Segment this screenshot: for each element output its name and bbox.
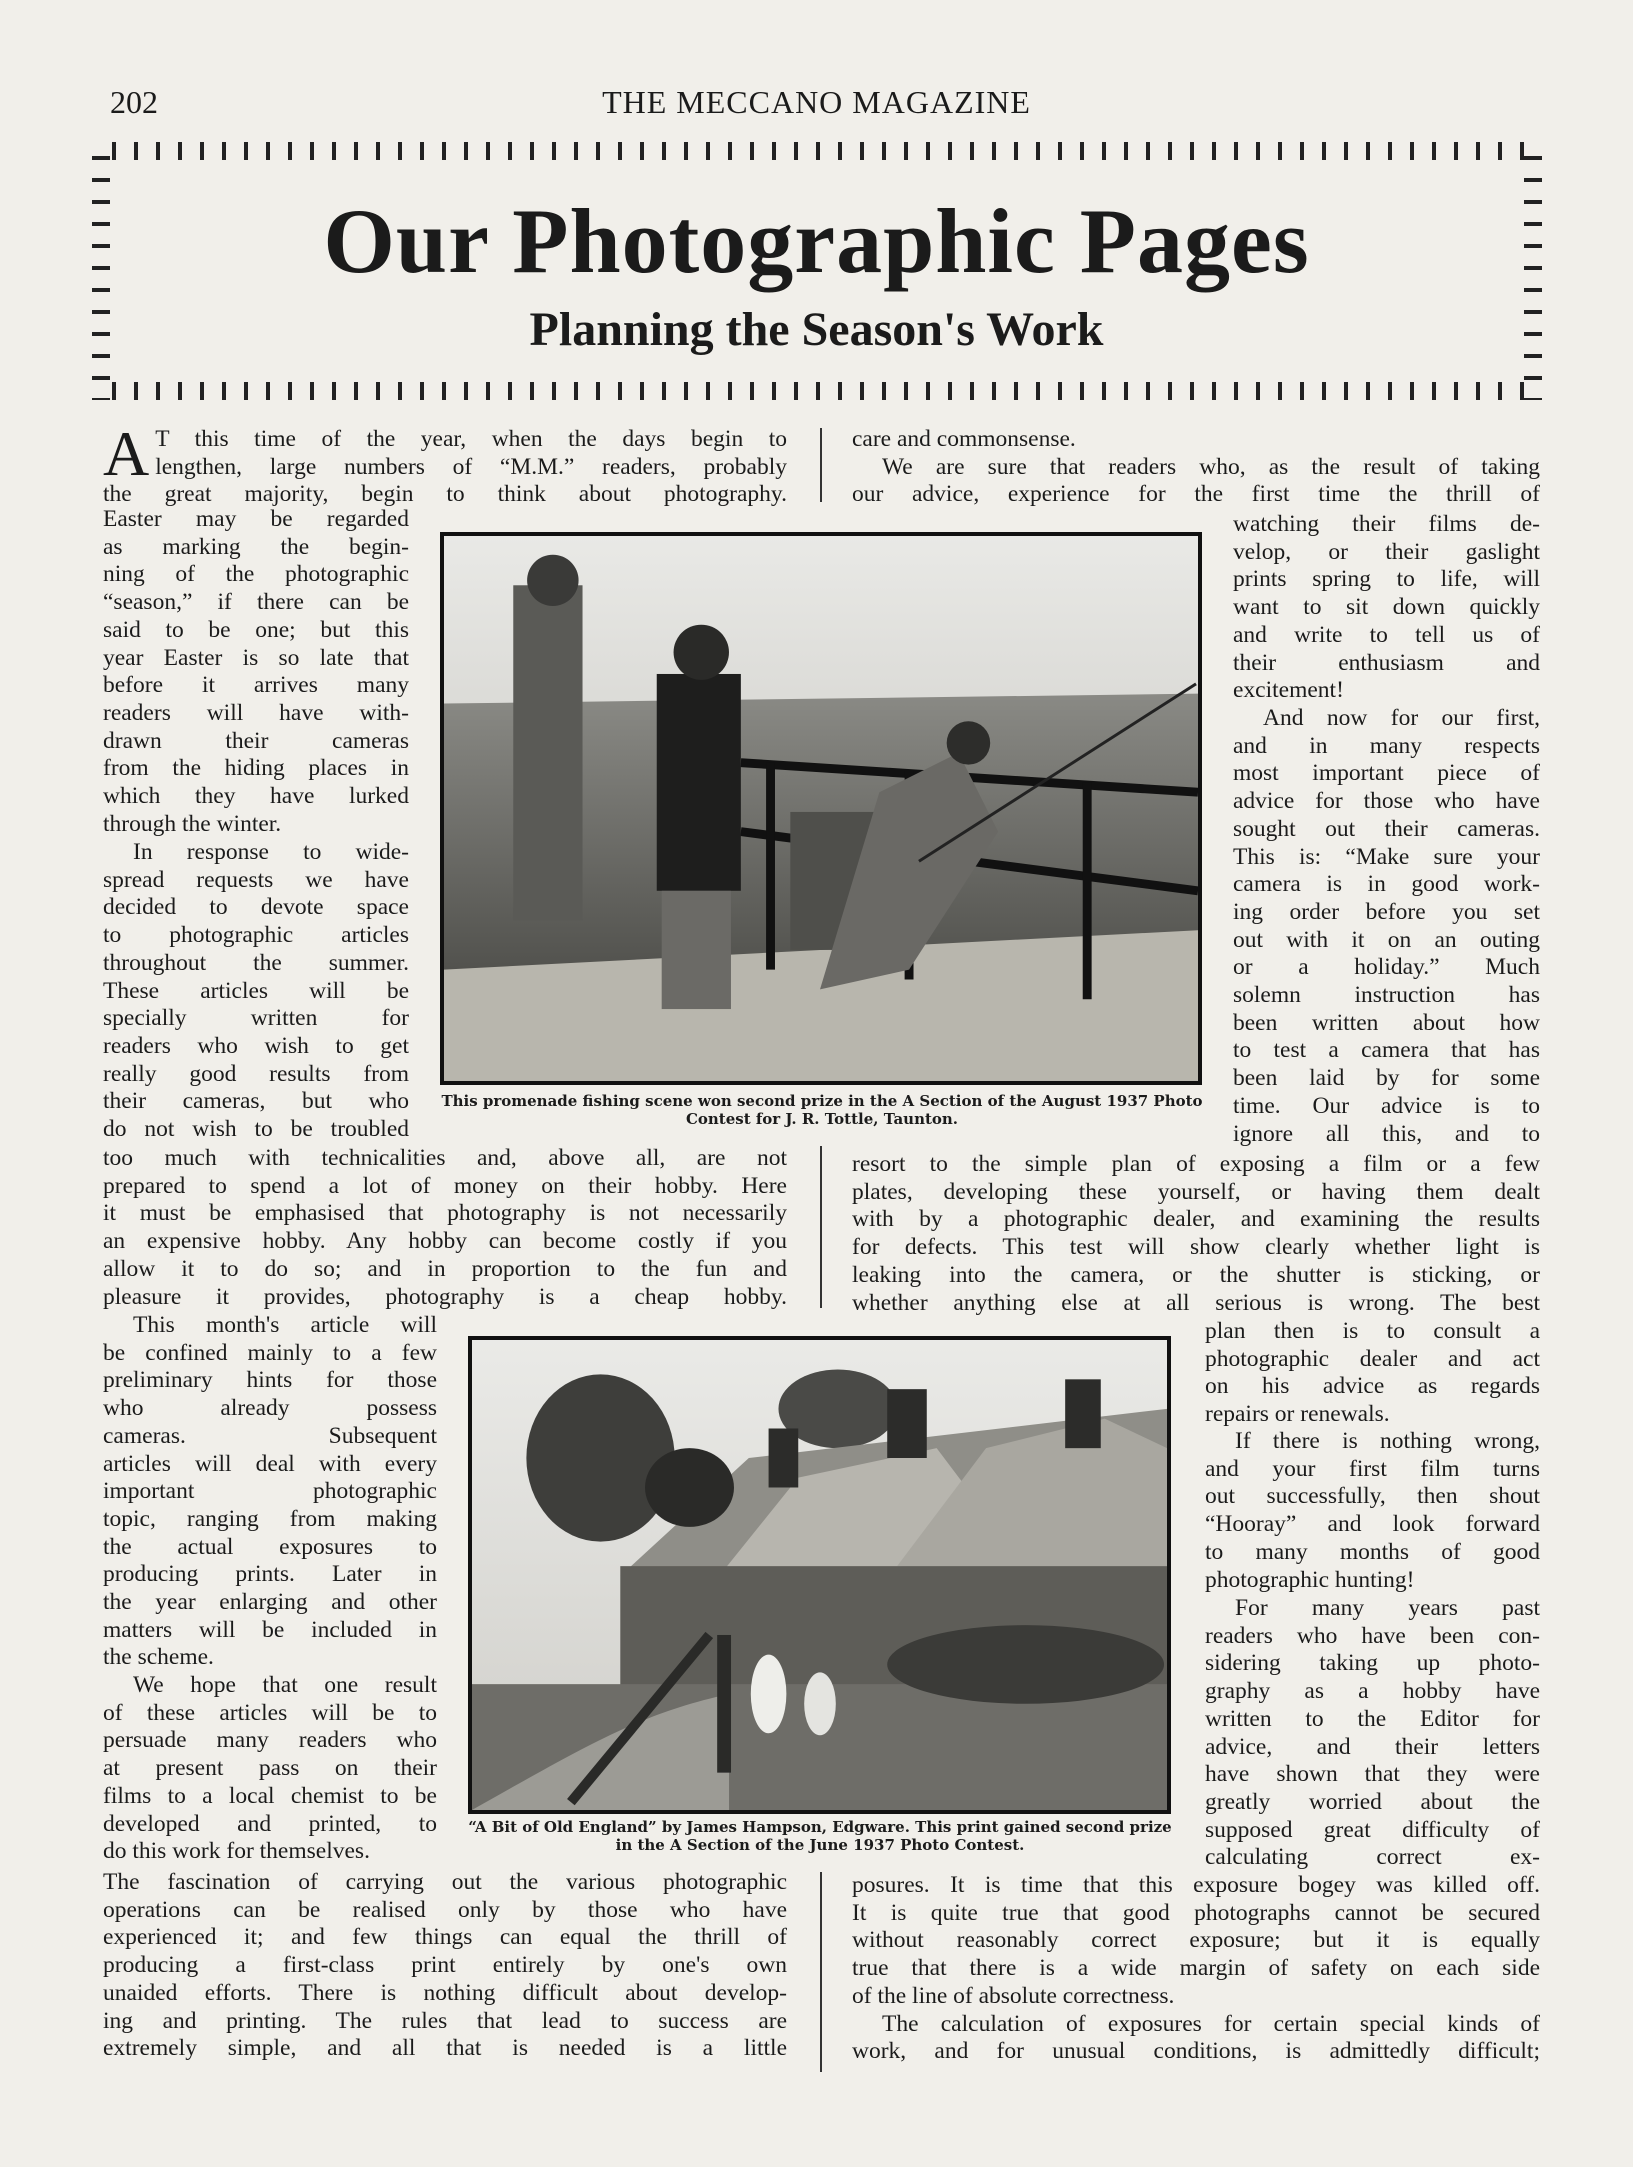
text-line: cameras. Subsequent bbox=[103, 1422, 437, 1449]
col1-opening-lines bbox=[103, 418, 787, 509]
text-line: as marking the begin- bbox=[103, 533, 409, 560]
text-line: without reasonably correct exposure; but it is equally bbox=[852, 1927, 1540, 1954]
fishing-photo-caption bbox=[422, 1092, 1222, 1128]
text-line: on his advice as regards bbox=[1205, 1373, 1540, 1400]
text-line: persuade many readers who bbox=[103, 1727, 437, 1754]
text-line: pleasure it provides, photography is a cheap hobby. bbox=[103, 1283, 787, 1310]
text-line: producing prints. Later in bbox=[103, 1561, 437, 1588]
text-line: We are sure that readers who, as the result of taking bbox=[882, 453, 1540, 480]
text-line: who already possess bbox=[103, 1395, 437, 1422]
text-line: If there is nothing wrong, bbox=[1235, 1428, 1540, 1454]
drop-cap: A bbox=[103, 418, 150, 489]
text-line: prepared to spend a lot of money on their hobby. Here bbox=[103, 1172, 787, 1199]
col2-wide-b bbox=[852, 1872, 1540, 2066]
text-line: care and commonsense. bbox=[852, 426, 1076, 452]
text-line: it must be emphasised that photography is not necessarily bbox=[103, 1200, 787, 1227]
fishing-scene-photo bbox=[440, 532, 1202, 1085]
text-line: ing order before you set bbox=[1233, 898, 1540, 925]
text-line: of these articles will be to bbox=[103, 1699, 437, 1726]
cottage-photo bbox=[468, 1336, 1171, 1814]
col2-narrow-d bbox=[1205, 1428, 1540, 1594]
text-line: resort to the simple plan of exposing a film or a few bbox=[852, 1151, 1540, 1177]
col2-narrow-a bbox=[1233, 511, 1540, 705]
text-line: topic, ranging from making bbox=[103, 1505, 437, 1532]
text-line: These articles will be bbox=[103, 977, 409, 1004]
text-line: T this time of the year, when the days begin to bbox=[155, 426, 787, 452]
column-rule-middle bbox=[820, 1146, 822, 1308]
text-line: And now for our first, bbox=[1263, 705, 1540, 731]
text-line: of the line of absolute correctness. bbox=[852, 1982, 1175, 2009]
text-line: to photographic articles bbox=[103, 922, 409, 949]
col1-narrow-c bbox=[103, 1312, 437, 1672]
text-line: preliminary hints for those bbox=[103, 1367, 437, 1394]
text-line: articles will deal with every bbox=[103, 1450, 437, 1477]
text-line: supposed great difficulty of bbox=[1205, 1816, 1540, 1843]
text-line: ing and printing. The rules that lead to success are bbox=[103, 2007, 787, 2034]
text-line: too much with technicalities and, above all, are not bbox=[103, 1145, 787, 1171]
text-line: matters will be included in bbox=[103, 1616, 437, 1643]
text-line: producing a first-class print entirely by one's own bbox=[103, 1952, 787, 1979]
text-line: “season,” if there can be bbox=[103, 589, 409, 616]
text-line: For many years past bbox=[1235, 1595, 1540, 1621]
text-line: readers who have been con- bbox=[1205, 1622, 1540, 1649]
text-line: plates, developing these yourself, or having them dealt bbox=[852, 1178, 1540, 1205]
text-line: ignore all this, and to bbox=[1233, 1120, 1540, 1147]
text-line: their cameras, but who bbox=[103, 1088, 409, 1115]
text-line: calculating correct ex- bbox=[1205, 1844, 1540, 1871]
text-line: velop, or their gaslight bbox=[1233, 538, 1540, 565]
text-line: at present pass on their bbox=[103, 1755, 437, 1782]
text-line: drawn their cameras bbox=[103, 727, 409, 754]
magazine-title: THE MECCANO MAGAZINE bbox=[602, 84, 1031, 120]
text-line: In response to wide- bbox=[133, 839, 409, 865]
text-line: the scheme. bbox=[103, 1644, 214, 1671]
text-line: written to the Editor for bbox=[1205, 1705, 1540, 1732]
text-line: the actual exposures to bbox=[103, 1533, 437, 1560]
column-rule-top bbox=[820, 428, 822, 502]
text-line: been laid by for some bbox=[1233, 1065, 1540, 1092]
text-line: and in many respects bbox=[1233, 732, 1540, 759]
text-line: with by a photographic dealer, and examining the results bbox=[852, 1206, 1540, 1233]
col1-narrow-a bbox=[103, 506, 409, 838]
text-line: films to a local chemist to be bbox=[103, 1782, 437, 1809]
text-line: decided to devote space bbox=[103, 894, 409, 921]
text-line: the year enlarging and other bbox=[103, 1589, 437, 1616]
text-line: said to be one; but this bbox=[103, 616, 409, 643]
text-line: Easter may be regarded bbox=[103, 506, 409, 532]
text-line: plan then is to consult a bbox=[1205, 1318, 1540, 1344]
col1-opening bbox=[103, 418, 787, 509]
col1-narrow-d bbox=[103, 1672, 437, 1866]
text-line: unaided efforts. There is nothing difficult about develop- bbox=[103, 1979, 787, 2006]
col2-top bbox=[852, 426, 1540, 509]
text-line: This is: “Make sure your bbox=[1233, 843, 1540, 870]
text-line: sought out their cameras. bbox=[1233, 815, 1540, 842]
cottage-caption-line2: in the A Section of the June 1937 Photo Contest. bbox=[615, 1836, 1025, 1854]
column-rule-bottom bbox=[820, 1872, 822, 2072]
text-line: prints spring to life, will bbox=[1233, 566, 1540, 593]
text-line: posures. It is time that this exposure bogey was killed off. bbox=[852, 1872, 1540, 1898]
text-line: or a holiday.” Much bbox=[1233, 954, 1540, 981]
cottage-caption-line1: “A Bit of Old England” by James Hampson, Edgware. This print gained second prize bbox=[468, 1818, 1172, 1836]
text-line: their enthusiasm and bbox=[1233, 649, 1540, 676]
text-line: throughout the summer. bbox=[103, 949, 409, 976]
text-line: an expensive hobby. Any hobby can become costly if you bbox=[103, 1228, 787, 1255]
text-line: from the hiding places in bbox=[103, 755, 409, 782]
text-line: and write to tell us of bbox=[1233, 621, 1540, 648]
text-line: The fascination of carrying out the various photographic bbox=[103, 1869, 787, 1895]
text-line: extremely simple, and all that is needed is a little bbox=[103, 2035, 787, 2062]
text-line: have shown that they were bbox=[1205, 1761, 1540, 1788]
text-line: photographic hunting! bbox=[1205, 1566, 1415, 1593]
text-line: “Hooray” and look forward bbox=[1205, 1511, 1540, 1538]
fishing-caption-line1: This promenade fishing scene won second prize in the A Section of the August 1937 Photo bbox=[441, 1092, 1203, 1110]
text-line: It is quite true that good photographs cannot be secured bbox=[852, 1899, 1540, 1926]
text-line: advice, and their letters bbox=[1205, 1733, 1540, 1760]
text-line: watching their films de- bbox=[1233, 511, 1540, 537]
col2-narrow-b bbox=[1233, 705, 1540, 1148]
text-line: been written about how bbox=[1233, 1009, 1540, 1036]
text-line: important photographic bbox=[103, 1478, 437, 1505]
text-line: ning of the photographic bbox=[103, 561, 409, 588]
article-title: Our Photographic Pages bbox=[323, 190, 1310, 292]
text-line: which they have lurked bbox=[103, 783, 409, 810]
text-line: to test a camera that has bbox=[1233, 1037, 1540, 1064]
text-line: and your first film turns bbox=[1205, 1455, 1540, 1482]
col1-wide-b bbox=[103, 1869, 787, 2063]
cottage-photo-caption bbox=[445, 1818, 1195, 1854]
text-line: our advice, experience for the first time the thrill of bbox=[852, 481, 1540, 508]
col2-wide-a bbox=[852, 1151, 1540, 1317]
text-line: do this work for themselves. bbox=[103, 1838, 370, 1865]
text-line: greatly worried about the bbox=[1205, 1788, 1540, 1815]
running-header bbox=[100, 84, 1533, 124]
text-line: leaking into the camera, or the shutter is sticking, or bbox=[852, 1261, 1540, 1288]
col1-wide-a bbox=[103, 1145, 787, 1311]
text-line: year Easter is so late that bbox=[103, 644, 409, 671]
text-line: advice for those who have bbox=[1233, 788, 1540, 815]
text-line: through the winter. bbox=[103, 810, 282, 837]
fishing-caption-line2: Contest for J. R. Tottle, Taunton. bbox=[685, 1110, 959, 1128]
text-line: true that there is a wide margin of safety on each side bbox=[852, 1955, 1540, 1982]
text-line: sidering taking up photo- bbox=[1205, 1650, 1540, 1677]
text-line: before it arrives many bbox=[103, 672, 409, 699]
text-line: We hope that one result bbox=[133, 1672, 437, 1698]
text-line: excitement! bbox=[1233, 677, 1344, 704]
text-line: for defects. This test will show clearly whether light is bbox=[852, 1234, 1540, 1261]
text-line: operations can be realised only by those who have bbox=[103, 1896, 787, 1923]
text-line: do not wish to be troubled bbox=[103, 1116, 409, 1143]
text-line: really good results from bbox=[103, 1060, 409, 1087]
text-line: out successfully, then shout bbox=[1205, 1483, 1540, 1510]
text-line: photographic dealer and act bbox=[1205, 1345, 1540, 1372]
text-line: solemn instruction has bbox=[1233, 982, 1540, 1009]
text-line: experienced it; and few things can equal the thrill of bbox=[103, 1924, 787, 1951]
text-line: spread requests we have bbox=[103, 866, 409, 893]
col2-narrow-e bbox=[1205, 1595, 1540, 1872]
text-line: want to sit down quickly bbox=[1233, 594, 1540, 621]
page-number: 202 bbox=[110, 84, 158, 120]
text-line: time. Our advice is to bbox=[1233, 1092, 1540, 1119]
text-line: to many months of good bbox=[1205, 1538, 1540, 1565]
text-line: whether anything else at all serious is wrong. The best bbox=[852, 1289, 1540, 1316]
text-line: specially written for bbox=[103, 1005, 409, 1032]
col2-narrow-c bbox=[1205, 1318, 1540, 1429]
text-line: work, and for unusual conditions, is admittedly difficult; bbox=[852, 2038, 1540, 2065]
text-line: readers who wish to get bbox=[103, 1032, 409, 1059]
text-line: repairs or renewals. bbox=[1205, 1401, 1390, 1428]
text-line: readers will have with- bbox=[103, 699, 409, 726]
text-line: most important piece of bbox=[1233, 760, 1540, 787]
text-line: lengthen, large numbers of “M.M.” readers, probably bbox=[155, 453, 787, 480]
text-line: graphy as a hobby have bbox=[1205, 1678, 1540, 1705]
text-line: be confined mainly to a few bbox=[103, 1339, 437, 1366]
text-line: The calculation of exposures for certain special kinds of bbox=[882, 2010, 1540, 2037]
text-line: out with it on an outing bbox=[1233, 926, 1540, 953]
col1-narrow-b bbox=[103, 839, 409, 1144]
article-subtitle: Planning the Season's Work bbox=[529, 303, 1104, 356]
text-line: This month's article will bbox=[133, 1312, 437, 1338]
text-line: camera is in good work- bbox=[1233, 871, 1540, 898]
text-line: developed and printed, to bbox=[103, 1810, 437, 1837]
text-line: allow it to do so; and in proportion to the fun and bbox=[103, 1255, 787, 1282]
text-line: the great majority, begin to think about photography. bbox=[103, 481, 787, 508]
